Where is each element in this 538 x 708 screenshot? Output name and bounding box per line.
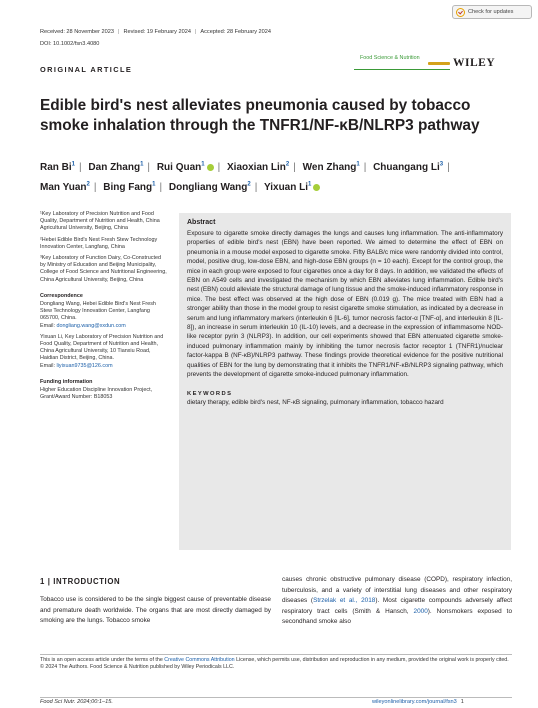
orcid-icon[interactable] <box>207 164 214 171</box>
journal-name: Food Science & Nutrition <box>360 55 420 61</box>
license-link[interactable]: Creative Commons Attribution <box>164 657 235 663</box>
abstract-text: Exposure to cigarette smoke directly damages the lungs and causes lung inflammation. The anti-inflammatory properties of edible bird's nest (EBN) have been reported. We aimed to determine the effect of EBN on pneumonia in a mouse model exposed to cigarette smoke. Fifty BALB/c mice were randomly divided into control, model, positive drug, low-dose EBN, and high-dose EBN groups (n = 10 each). Except for the control group, the mice in each group were exposed to four cigarettes once a day for 8 days. In addition, we validated the effects of EBN on A549 cells and investigated the mechanism by which EBN alleviates lung inflammation. Edible bird's nest (EBN) could alleviate the structural damage of lung tissue and the smoke-induced inflammatory response in mice. The best effect was observed at the high dose of EBN (0.019 g). The mice treated with EBN had a stronger ability than those in the model group to resist cigarette smoke stimulation, as indicated by a decrease in serum and lung inflammatory markers (interleukin 6 [IL-6], tumor necrosis factor-α [TNF-α], and interleukin 8 [IL-8]), an increase in serum interleukin 10 (IL-10) levels, and a decrease in the expression of inflammasome NOD-like receptor pyrin 3 (NLRP3). In addition, our cell experiments showed that EBN attenuated cigarette smoke-induced pulmonary inflammation mainly by inhibiting the tumor necrosis factor receptor 1 (TNFR1)/nuclear factor-kappa B (NF-κB)/NLRP3 pathway. These findings provide theoretical evidence for the positive nutritional qualities of EBN for the lung by demonstrating that it inhibits the TNFR1/NF-κB/NLRP3 signaling pathway, which prevents the development of cigarette smoke-induced pulmonary inflammation. <box>187 230 503 379</box>
article-title: Edible bird's nest alleviates pneumonia caused by tobacco smoke inhalation through the TNFR1/NF-κB/NLRP3 pathway <box>40 97 480 134</box>
correspondence-entry: Dongliang Wang, Hebei Edible Bird's Nest Fresh Stew Technology Innovation Center, Langfang 065700, China. Email: dongliang.wang@xxdun.com <box>40 301 156 329</box>
author[interactable]: Xiaoxian Lin$^2$ <box>227 162 290 174</box>
author[interactable]: Chuangang Li$^3$ <box>373 162 444 174</box>
keywords: dietary therapy, edible bird's nest, NF-κB signaling, pulmonary inflammation, tobacco hazard <box>187 398 444 406</box>
sidebar-info <box>40 211 168 405</box>
license-notice: This is an open access article under the terms of the Creative Commons Attribution License, which permits use, distribution and reproduction in any medium, provided the original work is properly cited. © 2024 The Authors. Food Science & Nutrition published by Wiley Periodicals LLC. <box>40 657 509 671</box>
journal-url[interactable]: wileyonlinelibrary.com/journal/fsn3 <box>372 699 457 705</box>
author-list: Ran Bi$^1$ | Dan Zhang$^1$ | Rui Quan$^1$ | Xiaoxian Lin$^2$ | Wen Zhang$^1$ | Chuangang Li$^3$ | Man Yuan$^2$ | Bing Fang$^1$ | Dongliang Wang$^2$ | Yixuan Li$^1$ <box>40 162 450 193</box>
funding-heading: Funding information <box>40 378 93 385</box>
citation-footer: Food Sci Nutr. 2024;00:1–15. <box>40 699 113 705</box>
article-dates: Received: 28 November 2023 | Revised: 19 February 2024 | Accepted: 28 February 2024 <box>40 29 271 35</box>
author[interactable]: Ran Bi$^1$ <box>40 162 76 174</box>
orcid-icon[interactable] <box>313 184 320 191</box>
citation-link[interactable]: 2000 <box>413 607 428 615</box>
citation-link[interactable]: Strzelak et al., 2018 <box>313 597 376 605</box>
divider <box>40 654 512 655</box>
author[interactable]: Yixuan Li$^1$ <box>264 182 320 193</box>
affiliation: ²Hebei Edible Bird's Nest Fresh Stew Technology Innovation Center, Langfang, China <box>40 236 158 250</box>
abstract-heading: Abstract <box>187 219 216 226</box>
affiliation: ³Key Laboratory of Function Dairy, Co-Constructed by Ministry of Education and Beijing Municipality, College of Food Science and Nutritional Engineering, China Agricultural University, Beijing, China <box>40 255 167 283</box>
doi[interactable]: DOI: 10.1002/fsn3.4080 <box>40 41 100 47</box>
received-date: Received: 28 November 2023 <box>40 29 115 35</box>
check-for-updates-badge[interactable] <box>452 5 532 19</box>
keywords-heading: KEYWORDS <box>187 390 233 397</box>
affiliation: ¹Key Laboratory of Precision Nutrition and Food Quality, Department of Nutrition and Health, China Agricultural University, Beijing, China <box>40 211 160 232</box>
accepted-date: Accepted: 28 February 2024 <box>200 29 271 35</box>
publisher-logo: WILEY <box>453 57 496 69</box>
correspondence-entry: Yixuan Li, Key Laboratory of Precision Nutrition and Food Quality, Department of Nutrition and Health, China Agricultural University, 10 Tianxiu Road, Haidian District, Beijing, China. Email: liyixuan9735@126.com <box>40 333 164 369</box>
logo-divider <box>354 69 450 70</box>
journal-logo <box>354 55 502 77</box>
divider <box>40 697 512 698</box>
author[interactable]: Man Yuan$^2$ <box>40 181 90 193</box>
abstract-box <box>179 213 511 550</box>
copyright: © 2024 The Authors. Food Science & Nutrition published by Wiley Periodicals LLC. <box>40 664 235 671</box>
revised-date: Revised: 19 February 2024 <box>123 29 191 35</box>
funding-text: Higher Education Discipline Innovation Project, Grant/Award Number: B18053 <box>40 387 153 401</box>
article-type: ORIGINAL ARTICLE <box>40 65 133 74</box>
open-access-icon <box>428 62 450 65</box>
body-text-column-right: causes chronic obstructive pulmonary disease (COPD), respiratory infection, tuberculosis, and a variety of interstitial lung diseases and other respiratory diseases (Strzelak et al., 2018). Most cigarette compounds adversely affect respiratory tract cells (Smith & Hansch, 2000). Nonsmokers exposed to secondhand smoke also <box>282 576 512 626</box>
author[interactable]: Wen Zhang$^1$ <box>302 162 360 174</box>
author[interactable]: Rui Quan$^1$ <box>157 162 214 173</box>
page-number: 1 <box>460 699 464 705</box>
body-text-column-left: Tobacco use is considered to be the single biggest cause of preventable disease and premature death worldwide. The organs that are most directly damaged by smoking are the lungs. Tobacco smoke <box>40 596 271 625</box>
correspondence-heading: Correspondence <box>40 292 83 299</box>
email-link[interactable]: liyixuan9735@126.com <box>56 362 113 369</box>
footer-right <box>372 699 464 705</box>
email-link[interactable]: dongliang.wang@xxdun.com <box>56 322 126 329</box>
author[interactable]: Bing Fang$^1$ <box>103 181 156 193</box>
author[interactable]: Dongliang Wang$^2$ <box>168 181 251 193</box>
check-updates-label: Check for updates <box>468 9 514 15</box>
check-updates-icon <box>456 8 465 17</box>
section-heading-introduction: 1 | INTRODUCTION <box>40 577 121 586</box>
author[interactable]: Dan Zhang$^1$ <box>88 162 144 174</box>
